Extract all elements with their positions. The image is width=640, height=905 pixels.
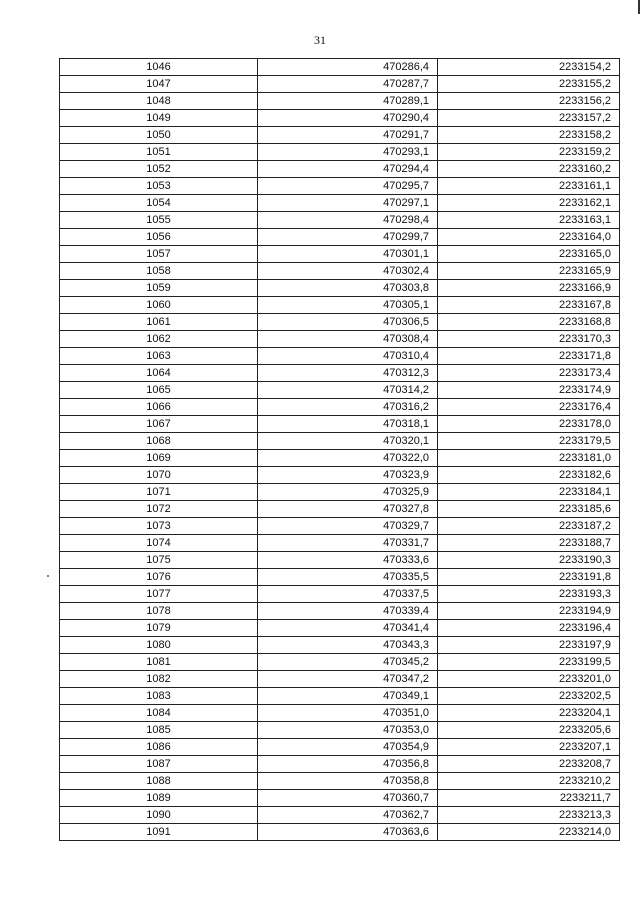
point-number-cell: 1065: [60, 382, 258, 399]
table-row: [60, 246, 620, 263]
y-coordinate-cell: 2233160,2: [438, 161, 620, 178]
table-row: [60, 671, 620, 688]
x-coordinate-cell: 470289,1: [258, 93, 438, 110]
y-coordinate-cell: 2233201,0: [438, 671, 620, 688]
y-coordinate-cell: 2233208,7: [438, 756, 620, 773]
y-coordinate-cell: 2233171,8: [438, 348, 620, 365]
x-coordinate-cell: 470294,4: [258, 161, 438, 178]
y-coordinate-cell: 2233210,2: [438, 773, 620, 790]
point-number-cell: 1058: [60, 263, 258, 280]
point-number-cell: 1068: [60, 433, 258, 450]
x-coordinate-cell: 470305,1: [258, 297, 438, 314]
table-row: [60, 314, 620, 331]
x-coordinate-cell: 470295,7: [258, 178, 438, 195]
y-coordinate-cell: 2233194,9: [438, 603, 620, 620]
table-row: [60, 93, 620, 110]
table-row: [60, 399, 620, 416]
y-coordinate-cell: 2233179,5: [438, 433, 620, 450]
y-coordinate-cell: 2233207,1: [438, 739, 620, 756]
x-coordinate-cell: 470320,1: [258, 433, 438, 450]
table-row: [60, 501, 620, 518]
point-number-cell: 1053: [60, 178, 258, 195]
y-coordinate-cell: 2233158,2: [438, 127, 620, 144]
x-coordinate-cell: 470327,8: [258, 501, 438, 518]
y-coordinate-cell: 2233197,9: [438, 637, 620, 654]
y-coordinate-cell: 2233188,7: [438, 535, 620, 552]
x-coordinate-cell: 470360,7: [258, 790, 438, 807]
point-number-cell: 1084: [60, 705, 258, 722]
x-coordinate-cell: 470362,7: [258, 807, 438, 824]
point-number-cell: 1069: [60, 450, 258, 467]
y-coordinate-cell: 2233202,5: [438, 688, 620, 705]
point-number-cell: 1081: [60, 654, 258, 671]
point-number-cell: 1047: [60, 76, 258, 93]
y-coordinate-cell: 2233161,1: [438, 178, 620, 195]
table-row: [60, 433, 620, 450]
point-number-cell: 1089: [60, 790, 258, 807]
y-coordinate-cell: 2233193,3: [438, 586, 620, 603]
point-number-cell: 1067: [60, 416, 258, 433]
y-coordinate-cell: 2233167,8: [438, 297, 620, 314]
x-coordinate-cell: 470363,6: [258, 824, 438, 841]
y-coordinate-cell: 2233170,3: [438, 331, 620, 348]
table-row: [60, 450, 620, 467]
point-number-cell: 1046: [60, 59, 258, 76]
y-coordinate-cell: 2233159,2: [438, 144, 620, 161]
y-coordinate-cell: 2233178,0: [438, 416, 620, 433]
point-number-cell: 1063: [60, 348, 258, 365]
y-coordinate-cell: 2233184,1: [438, 484, 620, 501]
point-number-cell: 1085: [60, 722, 258, 739]
point-number-cell: 1056: [60, 229, 258, 246]
point-number-cell: 1051: [60, 144, 258, 161]
table-row: [60, 552, 620, 569]
scan-speck: [47, 575, 49, 577]
y-coordinate-cell: 2233176,4: [438, 399, 620, 416]
point-number-cell: 1057: [60, 246, 258, 263]
point-number-cell: 1066: [60, 399, 258, 416]
point-number-cell: 1083: [60, 688, 258, 705]
y-coordinate-cell: 2233164,0: [438, 229, 620, 246]
point-number-cell: 1055: [60, 212, 258, 229]
y-coordinate-cell: 2233157,2: [438, 110, 620, 127]
x-coordinate-cell: 470329,7: [258, 518, 438, 535]
x-coordinate-cell: 470291,7: [258, 127, 438, 144]
point-number-cell: 1049: [60, 110, 258, 127]
table-row: [60, 569, 620, 586]
table-row: [60, 654, 620, 671]
point-number-cell: 1060: [60, 297, 258, 314]
x-coordinate-cell: 470299,7: [258, 229, 438, 246]
table-row: [60, 773, 620, 790]
x-coordinate-cell: 470301,1: [258, 246, 438, 263]
y-coordinate-cell: 2233190,3: [438, 552, 620, 569]
table-row: [60, 790, 620, 807]
x-coordinate-cell: 470335,5: [258, 569, 438, 586]
table-row: [60, 297, 620, 314]
x-coordinate-cell: 470286,4: [258, 59, 438, 76]
y-coordinate-cell: 2233181,0: [438, 450, 620, 467]
table-row: [60, 348, 620, 365]
y-coordinate-cell: 2233196,4: [438, 620, 620, 637]
point-number-cell: 1076: [60, 569, 258, 586]
page-number: 31: [314, 33, 326, 47]
x-coordinate-cell: 470308,4: [258, 331, 438, 348]
y-coordinate-cell: 2233174,9: [438, 382, 620, 399]
y-coordinate-cell: 2233182,6: [438, 467, 620, 484]
y-coordinate-cell: 2233166,9: [438, 280, 620, 297]
table-row: [60, 688, 620, 705]
point-number-cell: 1077: [60, 586, 258, 603]
point-number-cell: 1059: [60, 280, 258, 297]
x-coordinate-cell: 470297,1: [258, 195, 438, 212]
table-row: [60, 705, 620, 722]
point-number-cell: 1075: [60, 552, 258, 569]
x-coordinate-cell: 470333,6: [258, 552, 438, 569]
point-number-cell: 1070: [60, 467, 258, 484]
table-row: [60, 722, 620, 739]
x-coordinate-cell: 470293,1: [258, 144, 438, 161]
point-number-cell: 1086: [60, 739, 258, 756]
table-row: [60, 739, 620, 756]
y-coordinate-cell: 2233162,1: [438, 195, 620, 212]
x-coordinate-cell: 470337,5: [258, 586, 438, 603]
x-coordinate-cell: 470302,4: [258, 263, 438, 280]
table-row: [60, 212, 620, 229]
x-coordinate-cell: 470287,7: [258, 76, 438, 93]
point-number-cell: 1090: [60, 807, 258, 824]
point-number-cell: 1052: [60, 161, 258, 178]
x-coordinate-cell: 470331,7: [258, 535, 438, 552]
point-number-cell: 1074: [60, 535, 258, 552]
table-row: [60, 195, 620, 212]
y-coordinate-cell: 2233211,7: [438, 790, 620, 807]
coordinates-table-body: [60, 59, 620, 841]
table-row: [60, 178, 620, 195]
table-row: [60, 603, 620, 620]
point-number-cell: 1062: [60, 331, 258, 348]
coordinates-table: [59, 58, 620, 841]
x-coordinate-cell: 470318,1: [258, 416, 438, 433]
table-row: [60, 76, 620, 93]
x-coordinate-cell: 470347,2: [258, 671, 438, 688]
table-row: [60, 824, 620, 841]
table-row: [60, 263, 620, 280]
y-coordinate-cell: 2233191,8: [438, 569, 620, 586]
y-coordinate-cell: 2233204,1: [438, 705, 620, 722]
table-row: [60, 620, 620, 637]
y-coordinate-cell: 2233187,2: [438, 518, 620, 535]
point-number-cell: 1048: [60, 93, 258, 110]
y-coordinate-cell: 2233173,4: [438, 365, 620, 382]
table-row: [60, 331, 620, 348]
x-coordinate-cell: 470354,9: [258, 739, 438, 756]
table-row: [60, 144, 620, 161]
x-coordinate-cell: 470290,4: [258, 110, 438, 127]
x-coordinate-cell: 470356,8: [258, 756, 438, 773]
point-number-cell: 1073: [60, 518, 258, 535]
x-coordinate-cell: 470358,8: [258, 773, 438, 790]
table-row: [60, 161, 620, 178]
x-coordinate-cell: 470349,1: [258, 688, 438, 705]
point-number-cell: 1072: [60, 501, 258, 518]
table-row: [60, 467, 620, 484]
x-coordinate-cell: 470298,4: [258, 212, 438, 229]
x-coordinate-cell: 470310,4: [258, 348, 438, 365]
table-row: [60, 637, 620, 654]
y-coordinate-cell: 2233155,2: [438, 76, 620, 93]
table-row: [60, 110, 620, 127]
y-coordinate-cell: 2233213,3: [438, 807, 620, 824]
point-number-cell: 1087: [60, 756, 258, 773]
table-row: [60, 365, 620, 382]
point-number-cell: 1071: [60, 484, 258, 501]
table-row: [60, 280, 620, 297]
y-coordinate-cell: 2233199,5: [438, 654, 620, 671]
x-coordinate-cell: 470353,0: [258, 722, 438, 739]
y-coordinate-cell: 2233165,0: [438, 246, 620, 263]
y-coordinate-cell: 2233165,9: [438, 263, 620, 280]
x-coordinate-cell: 470351,0: [258, 705, 438, 722]
table-row: [60, 518, 620, 535]
point-number-cell: 1079: [60, 620, 258, 637]
point-number-cell: 1050: [60, 127, 258, 144]
point-number-cell: 1091: [60, 824, 258, 841]
table-row: [60, 484, 620, 501]
table-row: [60, 229, 620, 246]
table-row: [60, 756, 620, 773]
y-coordinate-cell: 2233185,6: [438, 501, 620, 518]
point-number-cell: 1078: [60, 603, 258, 620]
x-coordinate-cell: 470316,2: [258, 399, 438, 416]
x-coordinate-cell: 470306,5: [258, 314, 438, 331]
x-coordinate-cell: 470343,3: [258, 637, 438, 654]
y-coordinate-cell: 2233154,2: [438, 59, 620, 76]
point-number-cell: 1064: [60, 365, 258, 382]
point-number-cell: 1088: [60, 773, 258, 790]
x-coordinate-cell: 470341,4: [258, 620, 438, 637]
point-number-cell: 1061: [60, 314, 258, 331]
table-row: [60, 586, 620, 603]
x-coordinate-cell: 470323,9: [258, 467, 438, 484]
y-coordinate-cell: 2233156,2: [438, 93, 620, 110]
y-coordinate-cell: 2233205,6: [438, 722, 620, 739]
x-coordinate-cell: 470314,2: [258, 382, 438, 399]
table-row: [60, 127, 620, 144]
table-row: [60, 59, 620, 76]
point-number-cell: 1082: [60, 671, 258, 688]
table-row: [60, 807, 620, 824]
y-coordinate-cell: 2233163,1: [438, 212, 620, 229]
point-number-cell: 1080: [60, 637, 258, 654]
x-coordinate-cell: 470345,2: [258, 654, 438, 671]
x-coordinate-cell: 470312,3: [258, 365, 438, 382]
x-coordinate-cell: 470339,4: [258, 603, 438, 620]
y-coordinate-cell: 2233168,8: [438, 314, 620, 331]
point-number-cell: 1054: [60, 195, 258, 212]
x-coordinate-cell: 470303,8: [258, 280, 438, 297]
table-row: [60, 535, 620, 552]
x-coordinate-cell: 470322,0: [258, 450, 438, 467]
x-coordinate-cell: 470325,9: [258, 484, 438, 501]
y-coordinate-cell: 2233214,0: [438, 824, 620, 841]
table-row: [60, 416, 620, 433]
table-row: [60, 382, 620, 399]
